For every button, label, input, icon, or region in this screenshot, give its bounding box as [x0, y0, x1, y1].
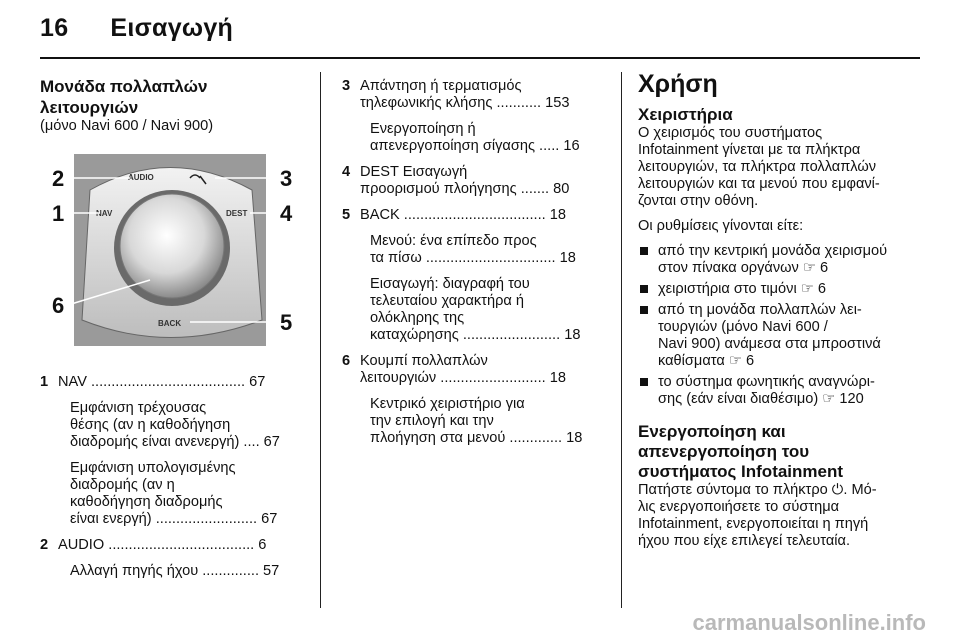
callout-3: 3 — [280, 166, 293, 191]
watermark: carmanualsonline.info — [692, 610, 926, 635]
list-item — [40, 537, 305, 554]
list-item — [40, 374, 305, 391]
list-item — [342, 78, 604, 112]
back-button-label: BACK — [158, 319, 182, 328]
subsection-heading: Χειριστήρια — [638, 105, 733, 124]
dest-button-label: DEST — [226, 209, 248, 218]
paragraph: Πατήστε σύντομα το πλήκτρο ⏻. Μό- λις ενεργοποιήσετε το σύστημα Infotainment, ενεργοποιείται η πηγή ήχου που είχε επιλεγεί τελευταία. — [638, 482, 877, 549]
item-text: DEST Εισαγωγή προορισμού πλοήγησης ....... 80 — [360, 164, 570, 197]
bullet-item — [638, 243, 924, 277]
column-divider — [320, 72, 321, 608]
nav-button-label: NAV — [96, 209, 113, 218]
list-item — [342, 207, 604, 224]
item-subtext: Αλλαγή πηγής ήχου .............. 57 — [70, 563, 280, 579]
column-1 — [40, 72, 305, 135]
callout-4: 4 — [280, 201, 293, 226]
item-subtext: Ενεργοποίηση ή απενεργοποίηση σίγασης ..... 16 — [370, 121, 580, 154]
bullet-icon — [640, 285, 648, 293]
bullet-item — [638, 281, 924, 298]
page-header — [40, 14, 233, 43]
multifunction-unit-figure — [40, 150, 302, 350]
multifunction-unit-illustration — [40, 150, 302, 350]
item-number: 2 — [40, 537, 49, 553]
section-heading: Μονάδα πολλαπλών λειτουργιών — [40, 77, 208, 117]
item-subtext: Εισαγωγή: διαγραφή του τελευταίου χαρακτήρα ή ολόκληρης της καταχώρησης ........................ 18 — [370, 276, 581, 343]
item-text: NAV ...................................... 67 — [58, 374, 266, 390]
page-title: Εισαγωγή — [110, 14, 234, 42]
paragraph: Ο χειρισμός του συστήματος Infotainment γίνεται με τα πλήκτρα λειτουργιών, τα πλήκτρα πολλαπλών λειτουργιών και τα μενού που εμφανί- ζονται στην οθόνη. — [638, 125, 880, 209]
header-rule — [40, 57, 920, 59]
item-subtext: Μενού: ένα επίπεδο προς τα πίσω ................................ 18 — [370, 233, 576, 266]
item-text: Κουμπί πολλαπλών λειτουργιών .......................... 18 — [360, 353, 566, 386]
bullet-icon — [640, 247, 648, 255]
section-title: Χρήση — [638, 70, 718, 98]
item-text: Απάντηση ή τερματισμός τηλεφωνικής κλήσης ........... 153 — [360, 78, 570, 111]
list-item — [342, 164, 604, 198]
bullet-text: χειριστήρια στο τιμόνι ☞ 6 — [658, 281, 826, 297]
list-item — [342, 353, 604, 387]
item-text: AUDIO .................................... 6 — [58, 537, 267, 553]
item-number: 1 — [40, 374, 49, 390]
bullet-icon — [640, 378, 648, 386]
audio-button-label: AUDIO — [128, 173, 154, 182]
item-number: 4 — [342, 164, 351, 180]
callout-2: 2 — [52, 166, 65, 191]
page-number: 16 — [40, 14, 69, 42]
item-number: 3 — [342, 78, 351, 94]
column-2 — [342, 78, 604, 456]
item-number: 5 — [342, 207, 351, 223]
item-subtext: Εμφάνιση υπολογισμένης διαδρομής (αν η καθοδήγηση διαδρομής είναι ενεργή) ......................... 67 — [70, 460, 278, 527]
item-subtext: Κεντρικό χειριστήριο για την επιλογή και την πλοήγηση στα μενού ............. 18 — [370, 396, 583, 446]
paragraph: Οι ρυθμίσεις γίνονται είτε: — [638, 218, 804, 234]
column-3 — [638, 70, 924, 558]
item-subtext: Εμφάνιση τρέχουσας θέσης (αν η καθοδήγηση διαδρομής είναι ανενεργή) .... 67 — [70, 400, 280, 450]
callout-5: 5 — [280, 310, 293, 335]
multifunction-knob — [120, 194, 224, 298]
bullet-text: από τη μονάδα πολλαπλών λει- τουργιών (μόνο Navi 600 / Navi 900) ανάμεσα στα μπροστινά καθίσματα ☞ 6 — [658, 302, 881, 369]
item-text: BACK ................................... 18 — [360, 207, 566, 223]
column-1-list — [40, 374, 305, 589]
subsection-heading: Ενεργοποίηση και απενεργοποίηση του συστήματος Infotainment — [638, 422, 844, 481]
bullet-text: από την κεντρική μονάδα χειρισμού στον πίνακα οργάνων ☞ 6 — [658, 243, 888, 276]
bullet-icon — [640, 306, 648, 314]
bullet-item — [638, 374, 924, 408]
section-subtitle: (μόνο Navi 600 / Navi 900) — [40, 118, 214, 134]
bullet-item — [638, 302, 924, 370]
callout-1: 1 — [52, 201, 65, 226]
item-number: 6 — [342, 353, 351, 369]
bullet-text: το σύστημα φωνητικής αναγνώρι- σης (εάν είναι διαθέσιμο) ☞ 120 — [658, 374, 875, 407]
column-divider — [621, 72, 622, 608]
callout-6: 6 — [52, 293, 65, 318]
